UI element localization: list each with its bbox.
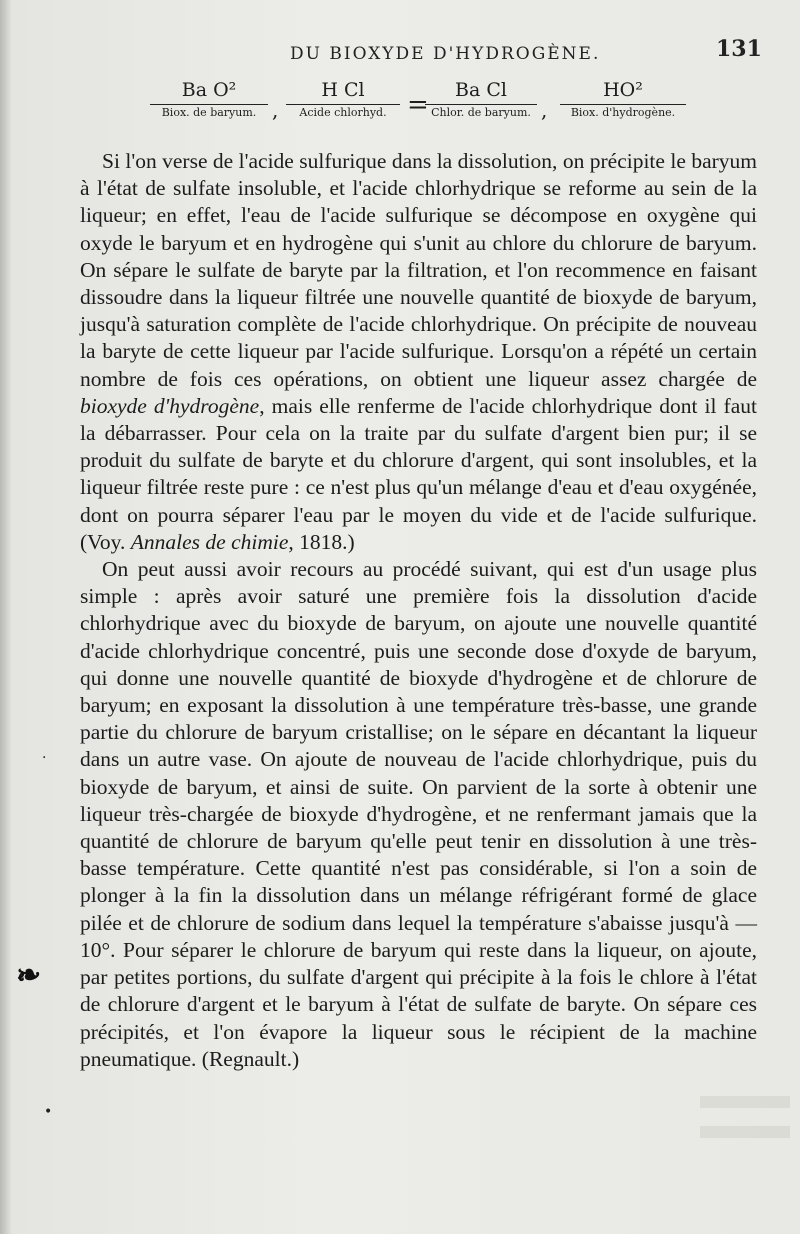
equation-comma: , [272, 98, 279, 122]
italic-term-hydrogen-peroxide: bioxyde d'hydrogène [80, 393, 260, 418]
term-label: Acide chlorhyd. [299, 106, 387, 119]
term-formula: Ba Cl [425, 78, 537, 105]
running-head: DU BIOXYDE D'HYDROGÈNE. [290, 44, 601, 64]
margin-dot-mark: · [42, 750, 47, 766]
equation-term-barium-chloride [425, 78, 537, 121]
paragraph-1-text-a: Si l'on verse de l'acide sulfurique dans la dissolution, on précipite le baryum à l'état de sulfate insoluble, et l'acide chlorhydrique se reforme au sein de la liqueur; en effet, l'eau de l'acide sulfurique se décompose en oxygène qui oxyde le baryum et en hydrogène qui s'unit au chlore du chlorure de baryum. On sépare le sulfate de baryte par la filtration, et l'on recommence en faisant dissoudre dans la liqueur filtrée une nouvelle quantité de bioxyde de baryum, jusqu'à saturation complète de l'acide chlorhydrique. On précipite de nouveau la baryte de cette liqueur par l'acide sulfurique. Lorsqu'on a répété un certain nombre de fois ces opérations, on obtient une liqueur assez chargée de [80, 149, 757, 391]
term-label: Chlor. de baryum. [431, 106, 531, 119]
bleed-through-shadow [700, 1096, 790, 1108]
bleed-through-shadow [700, 1126, 790, 1138]
paragraph-1-text-b: , mais elle renferme de l'acide chlorhydrique dont il faut la débarrasser. Pour cela on la traite par du sulfate d'argent bien pur; il se produit du sulfate de baryte et du chlorure d'argent, qui sont insolubles, et la liqueur filtrée reste pure : ce n'est plus qu'un mélange d'eau et d'eau oxygénée, dont on pourra séparer l'eau par le moyen du vide et de l'acide sulfurique. (Voy. [80, 393, 757, 554]
paragraph-2: On peut aussi avoir recours au procédé suivant, qui est d'un usage plus simple : après avoir saturé une première fois la dissolution d'acide chlorhydrique avec du bioxyde de baryum, on ajoute une nouvelle quantité d'acide chlorhydrique concentré, puis une seconde dose d'oxyde de baryum, qui donne une nouvelle quantité de bioxyde d'hydrogène et de chlorure de baryum; en exposant la dissolution à une température très-basse, une grande partie du chlorure de baryum cristallise; on le sépare en décantant la liqueur dans un autre vase. On ajoute de nouveau de l'acide chlorhydrique, puis du bioxyde de baryum, et ainsi de suite. On parvient de la sorte à obtenir une liqueur très-chargée de bioxyde d'hydrogène, et ne renfermant jamais que la quantité de chlorure de baryum qu'elle peut tenir en dissolution à une très-basse température. Cette quantité n'est pas considérable, si l'on a soin de plonger à la fin la dissolution dans un mélange réfrigérant formé de glace pilée et de chlorure de sodium dans lequel la température s'abaisse jusqu'à —10°. Pour séparer le chlorure de baryum qui reste dans la liqueur, on ajoute, par petites portions, du sulfate d'argent qui précipite à la fois le chlore à l'état de chlorure d'argent et le baryum à l'état de sulfate de baryte. On sépare ces précipités, et l'on évapore la liqueur sous le récipient de la machine pneumatique. (Regnault.) [80, 557, 757, 1071]
equation-equals-sign: = [407, 90, 429, 120]
equation-term-hydrogen-peroxide [560, 78, 686, 121]
paragraph-1-text-c: , 1818.) [288, 529, 355, 554]
chemical-equation [150, 78, 690, 128]
italic-citation-title: Annales de chimie [130, 529, 289, 554]
body-text [80, 148, 757, 1073]
page-number: 131 [716, 36, 762, 62]
equation-comma: , [541, 98, 548, 122]
term-formula: HO² [560, 78, 686, 105]
equation-term-barium-dioxide [150, 78, 268, 121]
scan-edge-shadow [0, 0, 12, 1234]
term-label: Biox. de baryum. [161, 106, 257, 119]
equation-term-hydrochloric-acid [286, 78, 400, 121]
term-formula: Ba O² [150, 78, 268, 105]
paragraph-1 [80, 148, 757, 556]
margin-ink-mark: ❧ [13, 956, 44, 995]
margin-dot-mark: • [44, 1104, 53, 1120]
term-formula: H Cl [286, 78, 400, 105]
term-label: Biox. d'hydrogène. [570, 106, 676, 119]
